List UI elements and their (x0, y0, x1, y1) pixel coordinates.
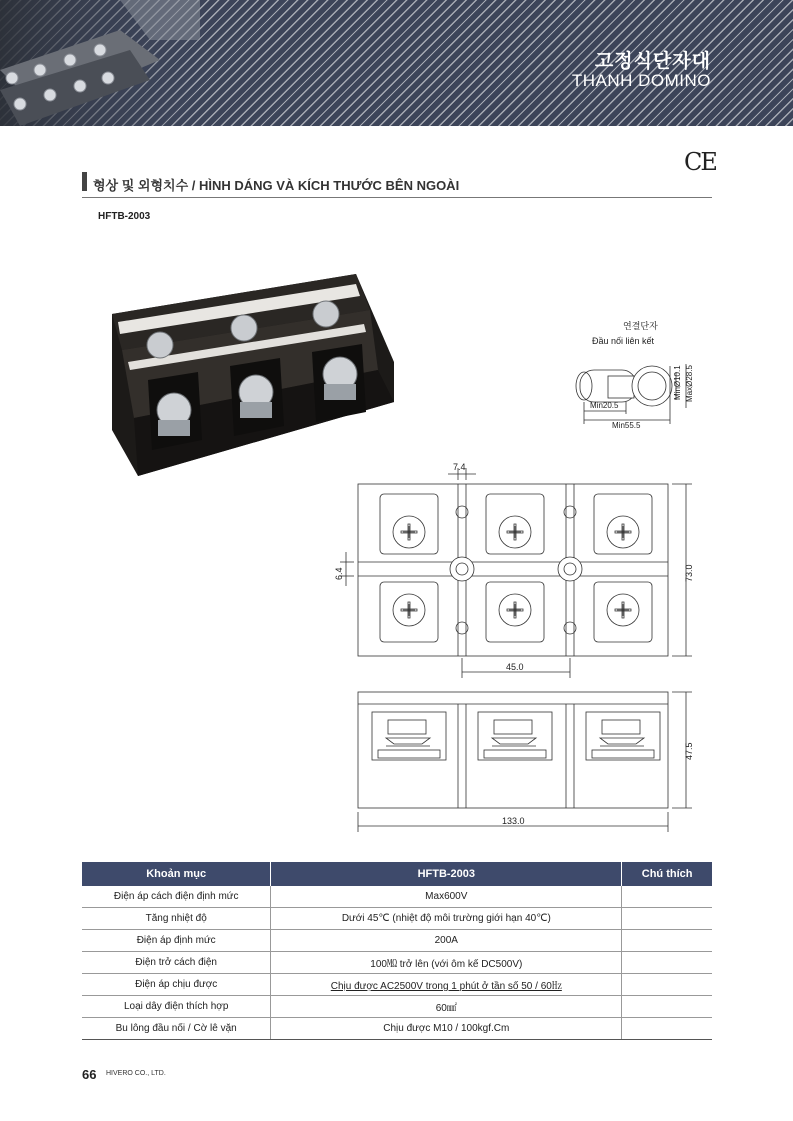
table-row (82, 974, 712, 996)
row-item: Tăng nhiệt độ (82, 908, 271, 930)
table-row (82, 996, 712, 1018)
dim-6-4: 6.4 (334, 567, 344, 580)
connector-label-korean: 연결단자 (623, 321, 658, 331)
row-value: 100㏁ trở lên (với ôm kế DC500V) (271, 952, 622, 974)
dim-133-0: 133.0 (502, 816, 525, 826)
row-value: Max600V (271, 886, 622, 908)
section-title: 형상 및 외형치수 / HÌNH DÁNG VÀ KÍCH THƯỚC BÊN NGOÀI (93, 178, 460, 193)
table-row (82, 952, 712, 974)
company-name: HIVERO CO., LTD. (106, 1070, 166, 1077)
row-note (622, 996, 712, 1018)
terminal-block-banner-photo (0, 0, 200, 126)
row-value: 200A (271, 930, 622, 952)
section-divider (82, 197, 712, 198)
row-note (622, 952, 712, 974)
table-row (82, 930, 712, 952)
page-number: 66 (82, 1067, 97, 1082)
dim-47-5: 47.5 (684, 742, 694, 760)
row-item: Điện áp định mức (82, 930, 271, 952)
row-note (622, 908, 712, 930)
dim-73-0: 73.0 (684, 564, 694, 582)
connector-lug-drawing (576, 364, 686, 424)
section-marker (82, 172, 87, 191)
row-note (622, 886, 712, 908)
technical-drawing (330, 318, 710, 838)
row-item: Loại dây điện thích hợp (82, 996, 271, 1018)
header-model: HFTB-2003 (271, 862, 622, 886)
spec-table (82, 862, 712, 1040)
banner-title-vietnamese: THANH DOMINO (571, 71, 711, 90)
header-banner (0, 0, 793, 126)
row-note (622, 1018, 712, 1040)
table-row (82, 908, 712, 930)
table-row (82, 1018, 712, 1040)
side-view-drawing (358, 692, 692, 832)
dim-min20-5: Min20.5 (590, 401, 619, 410)
row-value: 60㎟ (271, 996, 622, 1018)
row-item: Điện áp chịu được (82, 974, 271, 996)
header-item: Khoản mục (82, 862, 271, 886)
top-view-drawing (340, 468, 692, 678)
model-code: HFTB-2003 (98, 211, 151, 222)
dim-min55-5: Min55.5 (612, 421, 641, 430)
connector-label-vietnamese: Đầu nối liên kết (592, 336, 655, 346)
row-item: Điện áp cách điện định mức (82, 886, 271, 908)
row-value: Dưới 45℃ (nhiệt độ môi trường giới hạn 40℃) (271, 908, 622, 930)
row-note (622, 930, 712, 952)
dim-max28-5: MaxØ28.5 (685, 365, 694, 402)
table-row (82, 886, 712, 908)
row-note (622, 974, 712, 996)
dim-45-0: 45.0 (506, 662, 524, 672)
dim-min10-1: MinØ10.1 (673, 365, 682, 400)
header-note: Chú thích (622, 862, 712, 886)
row-value: Chịu được AC2500V trong 1 phút ở tần số 50 / 60㎐ (271, 974, 622, 996)
table-header-row (82, 862, 712, 886)
banner-title-korean: 고정식단자대 (594, 51, 711, 72)
ce-certification-icon: CE (684, 148, 716, 176)
row-value: Chịu được M10 / 100kgf.Cm (271, 1018, 622, 1040)
row-item: Bu lông đầu nối / Cờ lê vặn (82, 1018, 271, 1040)
row-item: Điện trở cách điện (82, 952, 271, 974)
dim-7-4: 7.4 (453, 462, 466, 472)
